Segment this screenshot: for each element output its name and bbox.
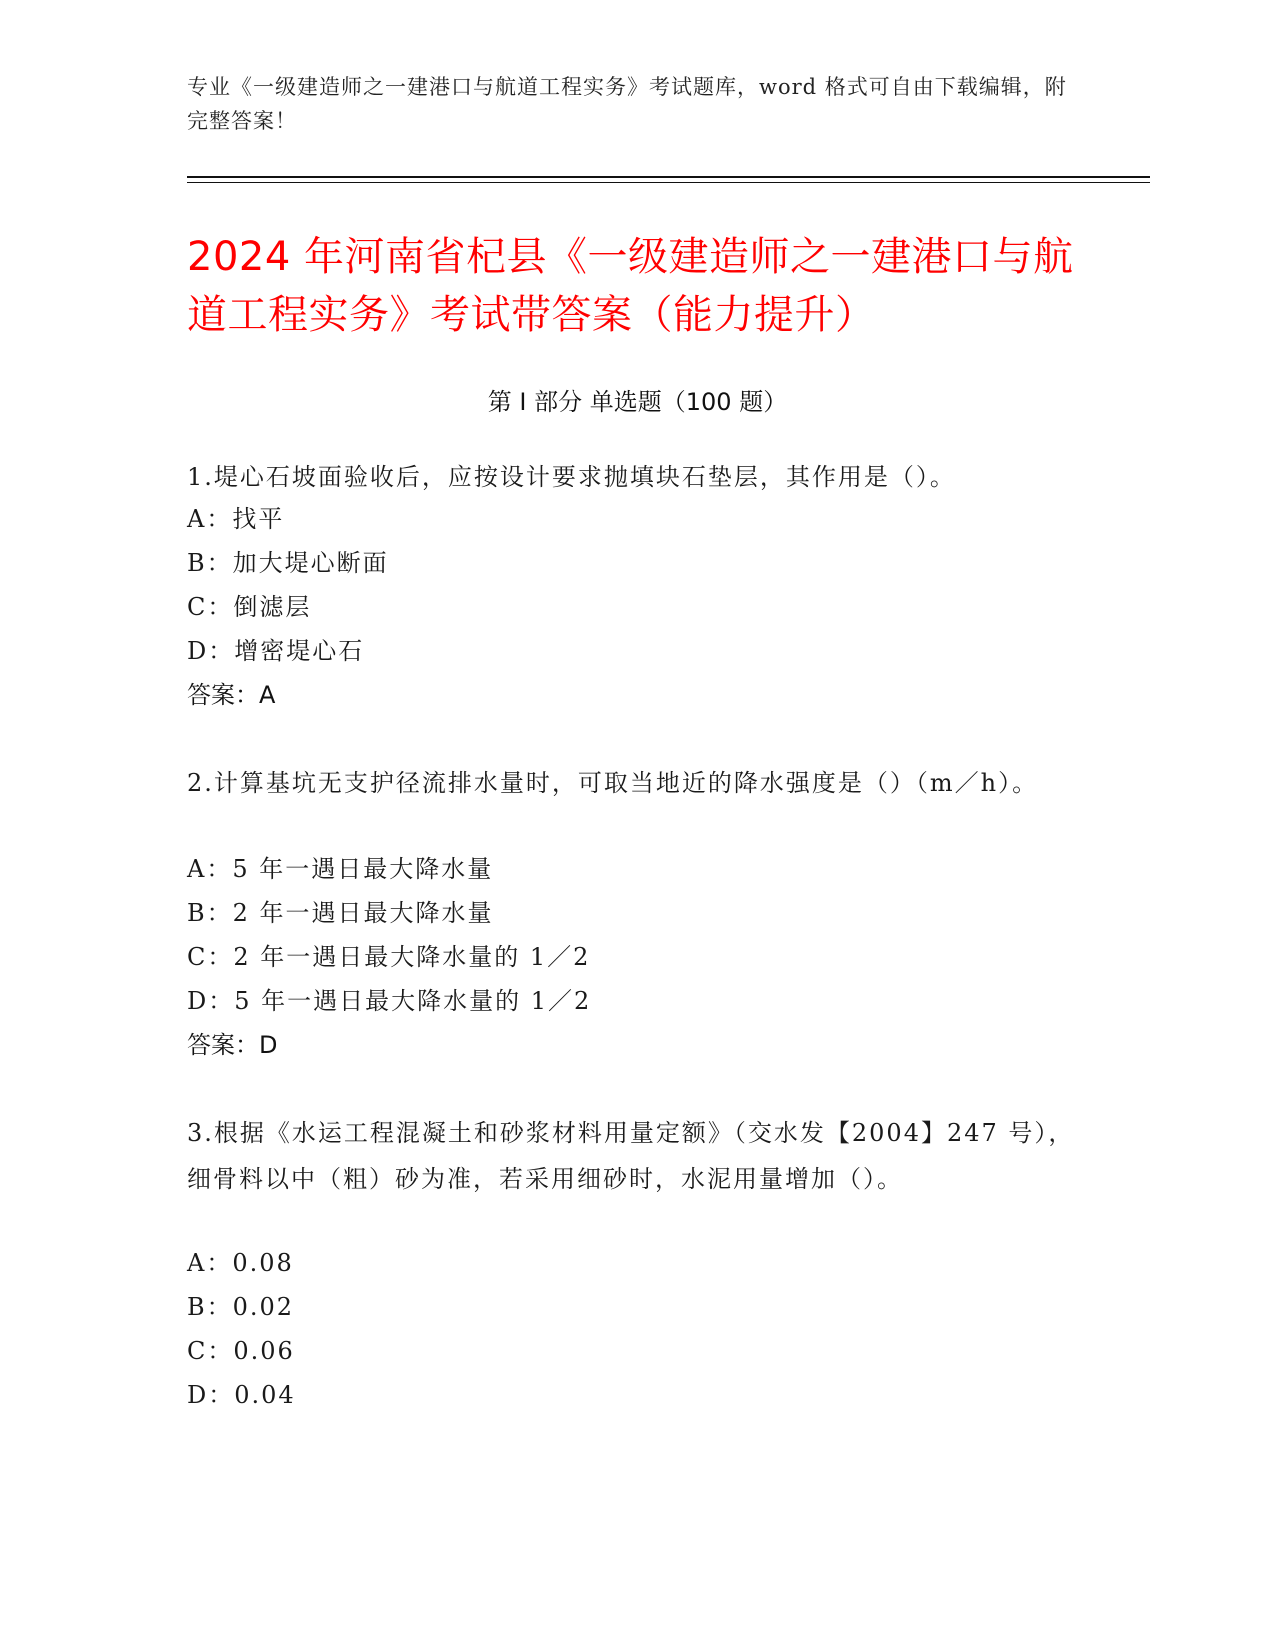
question-3-stem: 3.根据《水运工程混凝土和砂浆材料用量定额》（交水发【2004】247 号），细骨料以中（粗）砂为准，若采用细砂时，水泥用量增加（）。 — [187, 1119, 1075, 1193]
header-divider-thin — [187, 182, 1150, 183]
question-1-option-b: B：加大堤心断面 — [187, 549, 389, 577]
question-2-option-d: D：5 年一遇日最大降水量的 1／2 — [187, 987, 592, 1015]
header-note: 专业《一级建造师之一建港口与航道工程实务》考试题库，word 格式可自由下载编辑，附完整答案！ — [187, 75, 1067, 133]
question-1-option-a: A：找平 — [187, 505, 285, 533]
question-2-option-c: C：2 年一遇日最大降水量的 1／2 — [187, 943, 591, 971]
question-2-stem: 2.计算基坑无支护径流排水量时，可取当地近的降水强度是（）（m／h）。 — [187, 769, 1039, 797]
question-2-answer: 答案：D — [187, 1031, 278, 1059]
question-1-option-c: C：倒滤层 — [187, 593, 312, 621]
question-3-option-c: C：0.06 — [187, 1337, 295, 1365]
header-divider — [187, 176, 1150, 178]
question-3-option-a: A：0.08 — [187, 1249, 294, 1277]
section-title: 第 I 部分 单选题（100 题） — [487, 388, 788, 416]
question-3-option-d: D：0.04 — [187, 1381, 296, 1409]
question-1-option-d: D：增密堤心石 — [187, 637, 365, 665]
question-1-stem: 1.堤心石坡面验收后，应按设计要求抛填块石垫层，其作用是（）。 — [187, 463, 956, 491]
question-2-option-a: A：5 年一遇日最大降水量 — [187, 855, 494, 883]
question-3-option-b: B：0.02 — [187, 1293, 295, 1321]
document-title: 2024 年河南省杞县《一级建造师之一建港口与航道工程实务》考试带答案（能力提升） — [187, 234, 1074, 338]
question-2-option-b: B：2 年一遇日最大降水量 — [187, 899, 494, 927]
question-1-answer: 答案：A — [187, 681, 276, 709]
